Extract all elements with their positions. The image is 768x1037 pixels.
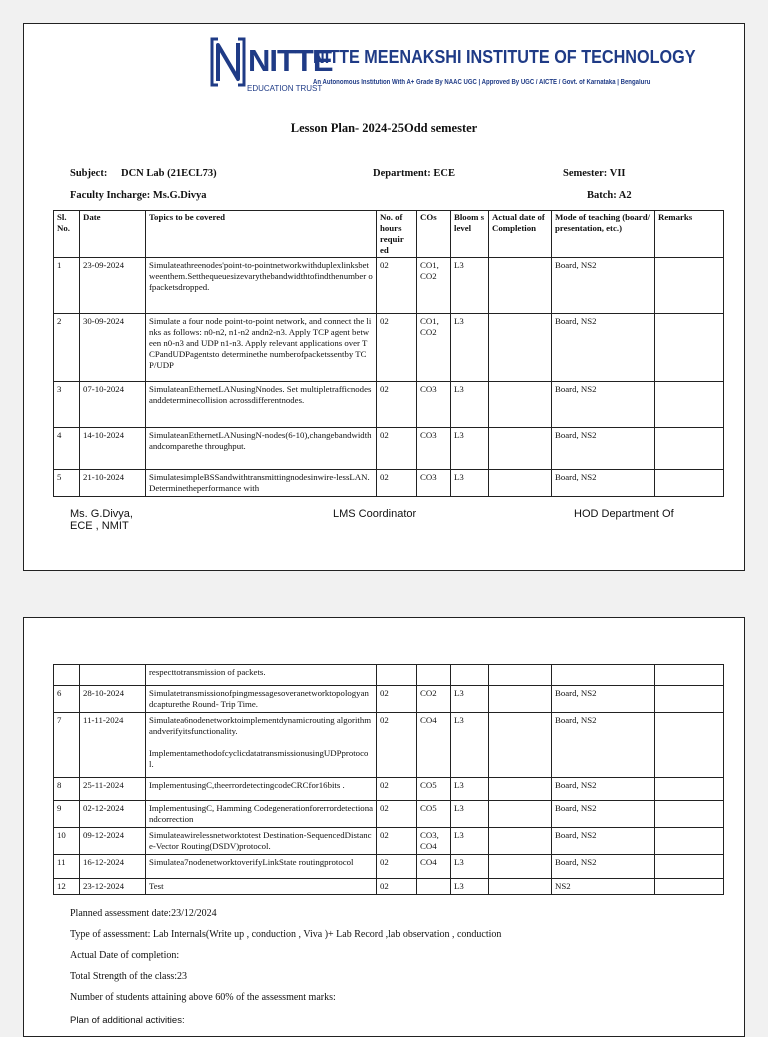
actual-completion-date: Actual Date of completion: — [70, 950, 180, 961]
institute-name: NITTE MEENAKSHI INSTITUTE OF TECHNOLOGY — [313, 47, 696, 67]
row-cos: CO1, CO2 — [417, 314, 451, 382]
row-date: 21-10-2024 — [80, 470, 146, 497]
row-number: 7 — [54, 713, 80, 778]
row-date: 09-12-2024 — [80, 828, 146, 855]
row-number: 5 — [54, 470, 80, 497]
row-date: 16-12-2024 — [80, 855, 146, 879]
row-topic: Test — [146, 879, 377, 895]
row-topic: Simulateathreenodes'point-to-pointnetworkwithduplexlinksbetweenthem.Setthequeuesizevarythebandwidthtofindthenumber ofpacketsdropped. — [146, 258, 377, 314]
row-number: 4 — [54, 428, 80, 470]
row-remarks — [655, 713, 724, 778]
row-actual-date — [489, 470, 552, 497]
table-header-row — [54, 211, 724, 258]
students-attaining: Number of students attaining above 60% of the assessment marks: — [70, 992, 336, 1003]
row-actual-date — [489, 314, 552, 382]
row-remarks — [655, 428, 724, 470]
row-remarks — [655, 686, 724, 713]
table-row — [54, 778, 724, 801]
brand-subtitle: EDUCATION TRUST — [247, 84, 323, 93]
row-teaching-mode: Board, NS2 — [552, 801, 655, 828]
row-cos: CO3 — [417, 470, 451, 497]
subject-value: DCN Lab (21ECL73) — [121, 168, 217, 179]
row-date — [80, 665, 146, 686]
row-bloom-level: L3 — [451, 713, 489, 778]
accreditation-line: An Autonomous Institution With A+ Grade By NAAC UGC | Approved By UGC / AICTE / Govt. of Karnataka | Bengaluru — [313, 79, 651, 86]
row-hours: 02 — [377, 258, 417, 314]
row-actual-date — [489, 665, 552, 686]
row-teaching-mode: Board, NS2 — [552, 828, 655, 855]
batch-label: Batch: A2 — [587, 190, 632, 201]
column-header: Bloom s level — [451, 211, 489, 258]
row-cos: CO3 — [417, 382, 451, 428]
row-cos — [417, 665, 451, 686]
row-actual-date — [489, 778, 552, 801]
row-remarks — [655, 828, 724, 855]
row-topic: Simulatea7nodenetworktoverifyLinkState routingprotocol — [146, 855, 377, 879]
column-header: No. of hours requir ed — [377, 211, 417, 258]
row-teaching-mode: Board, NS2 — [552, 470, 655, 497]
row-bloom-level: L3 — [451, 778, 489, 801]
row-actual-date — [489, 801, 552, 828]
semester-label: Semester: VII — [563, 168, 626, 179]
lesson-plan-table-continued — [53, 664, 724, 895]
row-cos: CO3, CO4 — [417, 828, 451, 855]
column-header: Topics to be covered — [146, 211, 377, 258]
table-row — [54, 686, 724, 713]
row-actual-date — [489, 686, 552, 713]
row-topic: respecttotransmission of packets. — [146, 665, 377, 686]
row-number: 1 — [54, 258, 80, 314]
row-topic: Simulatea6nodenetworktoimplementdynamicrouting algorithmandverifyitsfunctionality. ImplementamethodofcyclicdatatransmissionusingUDPprotocol. — [146, 713, 377, 778]
row-hours: 02 — [377, 470, 417, 497]
row-bloom-level: L3 — [451, 428, 489, 470]
column-header: Mode of teaching (board/ presentation, etc.) — [552, 211, 655, 258]
assessment-type: Type of assessment: Lab Internals(Write up , conduction , Viva )+ Lab Record ,lab observation , conduction — [70, 929, 502, 940]
row-number: 11 — [54, 855, 80, 879]
row-bloom-level: L3 — [451, 801, 489, 828]
row-date: 28-10-2024 — [80, 686, 146, 713]
table-row — [54, 314, 724, 382]
row-topic: Simulate a four node point-to-point network, and connect the links as follows: n0-n2, n1-n2 andn2-n3. Apply TCP agent between n0-n3 and UDP n1-n3. Apply relevant applications over TCPandUDPagentsto determinethe numberofpacketssentby TCP/UDP — [146, 314, 377, 382]
row-bloom-level — [451, 665, 489, 686]
row-number: 8 — [54, 778, 80, 801]
row-remarks — [655, 801, 724, 828]
row-date: 02-12-2024 — [80, 801, 146, 828]
row-teaching-mode: Board, NS2 — [552, 382, 655, 428]
row-bloom-level: L3 — [451, 855, 489, 879]
document-page-1 — [23, 23, 745, 571]
row-actual-date — [489, 828, 552, 855]
table-row — [54, 665, 724, 686]
row-bloom-level: L3 — [451, 258, 489, 314]
row-topic: ImplementusingC,theerrordetectingcodeCRCfor16bits . — [146, 778, 377, 801]
table-row — [54, 382, 724, 428]
row-actual-date — [489, 428, 552, 470]
row-cos: CO1, CO2 — [417, 258, 451, 314]
row-teaching-mode: Board, NS2 — [552, 314, 655, 382]
row-teaching-mode: Board, NS2 — [552, 713, 655, 778]
row-remarks — [655, 855, 724, 879]
brand-name: NITTE — [248, 43, 333, 78]
row-number: 12 — [54, 879, 80, 895]
row-cos — [417, 879, 451, 895]
planned-assessment-date: Planned assessment date:23/12/2024 — [70, 908, 217, 919]
row-topic: SimulateanEthernetLANusingN-nodes(6-10),changebandwidthandcomparethe throughput. — [146, 428, 377, 470]
row-teaching-mode: Board, NS2 — [552, 778, 655, 801]
lesson-plan-table — [53, 210, 724, 497]
row-hours: 02 — [377, 686, 417, 713]
row-topic: Simulatetransmissionofpingmessagesoveranetworktopologyandcapturethe Round- Trip Time. — [146, 686, 377, 713]
row-hours: 02 — [377, 713, 417, 778]
row-number: 2 — [54, 314, 80, 382]
table-row — [54, 713, 724, 778]
row-actual-date — [489, 855, 552, 879]
subject-label: Subject: — [70, 168, 108, 179]
row-hours: 02 — [377, 801, 417, 828]
column-header: Sl. No. — [54, 211, 80, 258]
row-bloom-level: L3 — [451, 828, 489, 855]
row-bloom-level: L3 — [451, 686, 489, 713]
row-remarks — [655, 665, 724, 686]
table-row — [54, 828, 724, 855]
row-date: 30-09-2024 — [80, 314, 146, 382]
row-date: 14-10-2024 — [80, 428, 146, 470]
document-title: Lesson Plan- 2024-25Odd semester — [290, 121, 478, 135]
row-hours: 02 — [377, 314, 417, 382]
row-number: 6 — [54, 686, 80, 713]
column-header: Actual date of Completion — [489, 211, 552, 258]
row-number — [54, 665, 80, 686]
row-bloom-level: L3 — [451, 470, 489, 497]
column-header: Date — [80, 211, 146, 258]
row-cos: CO4 — [417, 855, 451, 879]
row-bloom-level: L3 — [451, 314, 489, 382]
row-remarks — [655, 778, 724, 801]
table-row — [54, 855, 724, 879]
row-topic: Simulateawirelessnetworktotest Destination-SequencedDistance-Vector Routing(DSDV)protocol. — [146, 828, 377, 855]
column-header: COs — [417, 211, 451, 258]
row-date: 23-09-2024 — [80, 258, 146, 314]
table-row — [54, 428, 724, 470]
row-number: 10 — [54, 828, 80, 855]
row-date: 23-12-2024 — [80, 879, 146, 895]
row-teaching-mode: Board, NS2 — [552, 428, 655, 470]
row-cos: CO5 — [417, 778, 451, 801]
nitte-emblem-icon — [210, 37, 246, 87]
row-date: 07-10-2024 — [80, 382, 146, 428]
hod-signature: HOD Department Of — [574, 508, 674, 520]
row-teaching-mode: Board, NS2 — [552, 855, 655, 879]
row-topic: SimulatesimpleBSSandwithtransmittingnodesinwire-lessLAN.Determinetheperformance with — [146, 470, 377, 497]
row-topic: SimulateanEthernetLANusingNnodes. Set multipletrafficnodesanddeterminecollision acrossdifferentnodes. — [146, 382, 377, 428]
row-hours: 02 — [377, 778, 417, 801]
table-row — [54, 258, 724, 314]
row-actual-date — [489, 382, 552, 428]
row-actual-date — [489, 258, 552, 314]
row-hours: 02 — [377, 382, 417, 428]
faculty-label: Faculty Incharge: Ms.G.Divya — [70, 190, 207, 201]
department-label: Department: ECE — [373, 168, 455, 179]
row-hours: 02 — [377, 828, 417, 855]
row-teaching-mode: NS2 — [552, 879, 655, 895]
row-hours — [377, 665, 417, 686]
faculty-signature: Ms. G.Divya, ECE , NMIT — [70, 508, 133, 532]
row-remarks — [655, 314, 724, 382]
row-cos: CO5 — [417, 801, 451, 828]
row-cos: CO2 — [417, 686, 451, 713]
row-bloom-level: L3 — [451, 382, 489, 428]
row-remarks — [655, 470, 724, 497]
row-number: 3 — [54, 382, 80, 428]
row-remarks — [655, 258, 724, 314]
row-hours: 02 — [377, 428, 417, 470]
row-actual-date — [489, 713, 552, 778]
additional-activities: Plan of additional activities: — [70, 1015, 185, 1026]
table-row — [54, 470, 724, 497]
row-actual-date — [489, 879, 552, 895]
row-topic: ImplementusingC, Hamming Codegenerationforerrordetectionandcorrection — [146, 801, 377, 828]
row-number: 9 — [54, 801, 80, 828]
row-cos: CO3 — [417, 428, 451, 470]
row-hours: 02 — [377, 879, 417, 895]
row-date: 25-11-2024 — [80, 778, 146, 801]
row-date: 11-11-2024 — [80, 713, 146, 778]
class-strength: Total Strength of the class:23 — [70, 971, 188, 982]
row-bloom-level: L3 — [451, 879, 489, 895]
document-page-2 — [23, 617, 745, 1037]
row-teaching-mode: Board, NS2 — [552, 258, 655, 314]
lms-coordinator-signature: LMS Coordinator — [333, 508, 417, 520]
row-teaching-mode — [552, 665, 655, 686]
table-row — [54, 879, 724, 895]
row-teaching-mode: Board, NS2 — [552, 686, 655, 713]
row-remarks — [655, 382, 724, 428]
row-cos: CO4 — [417, 713, 451, 778]
institute-logo — [210, 37, 696, 101]
column-header: Remarks — [655, 211, 724, 258]
row-remarks — [655, 879, 724, 895]
row-hours: 02 — [377, 855, 417, 879]
table-row — [54, 801, 724, 828]
